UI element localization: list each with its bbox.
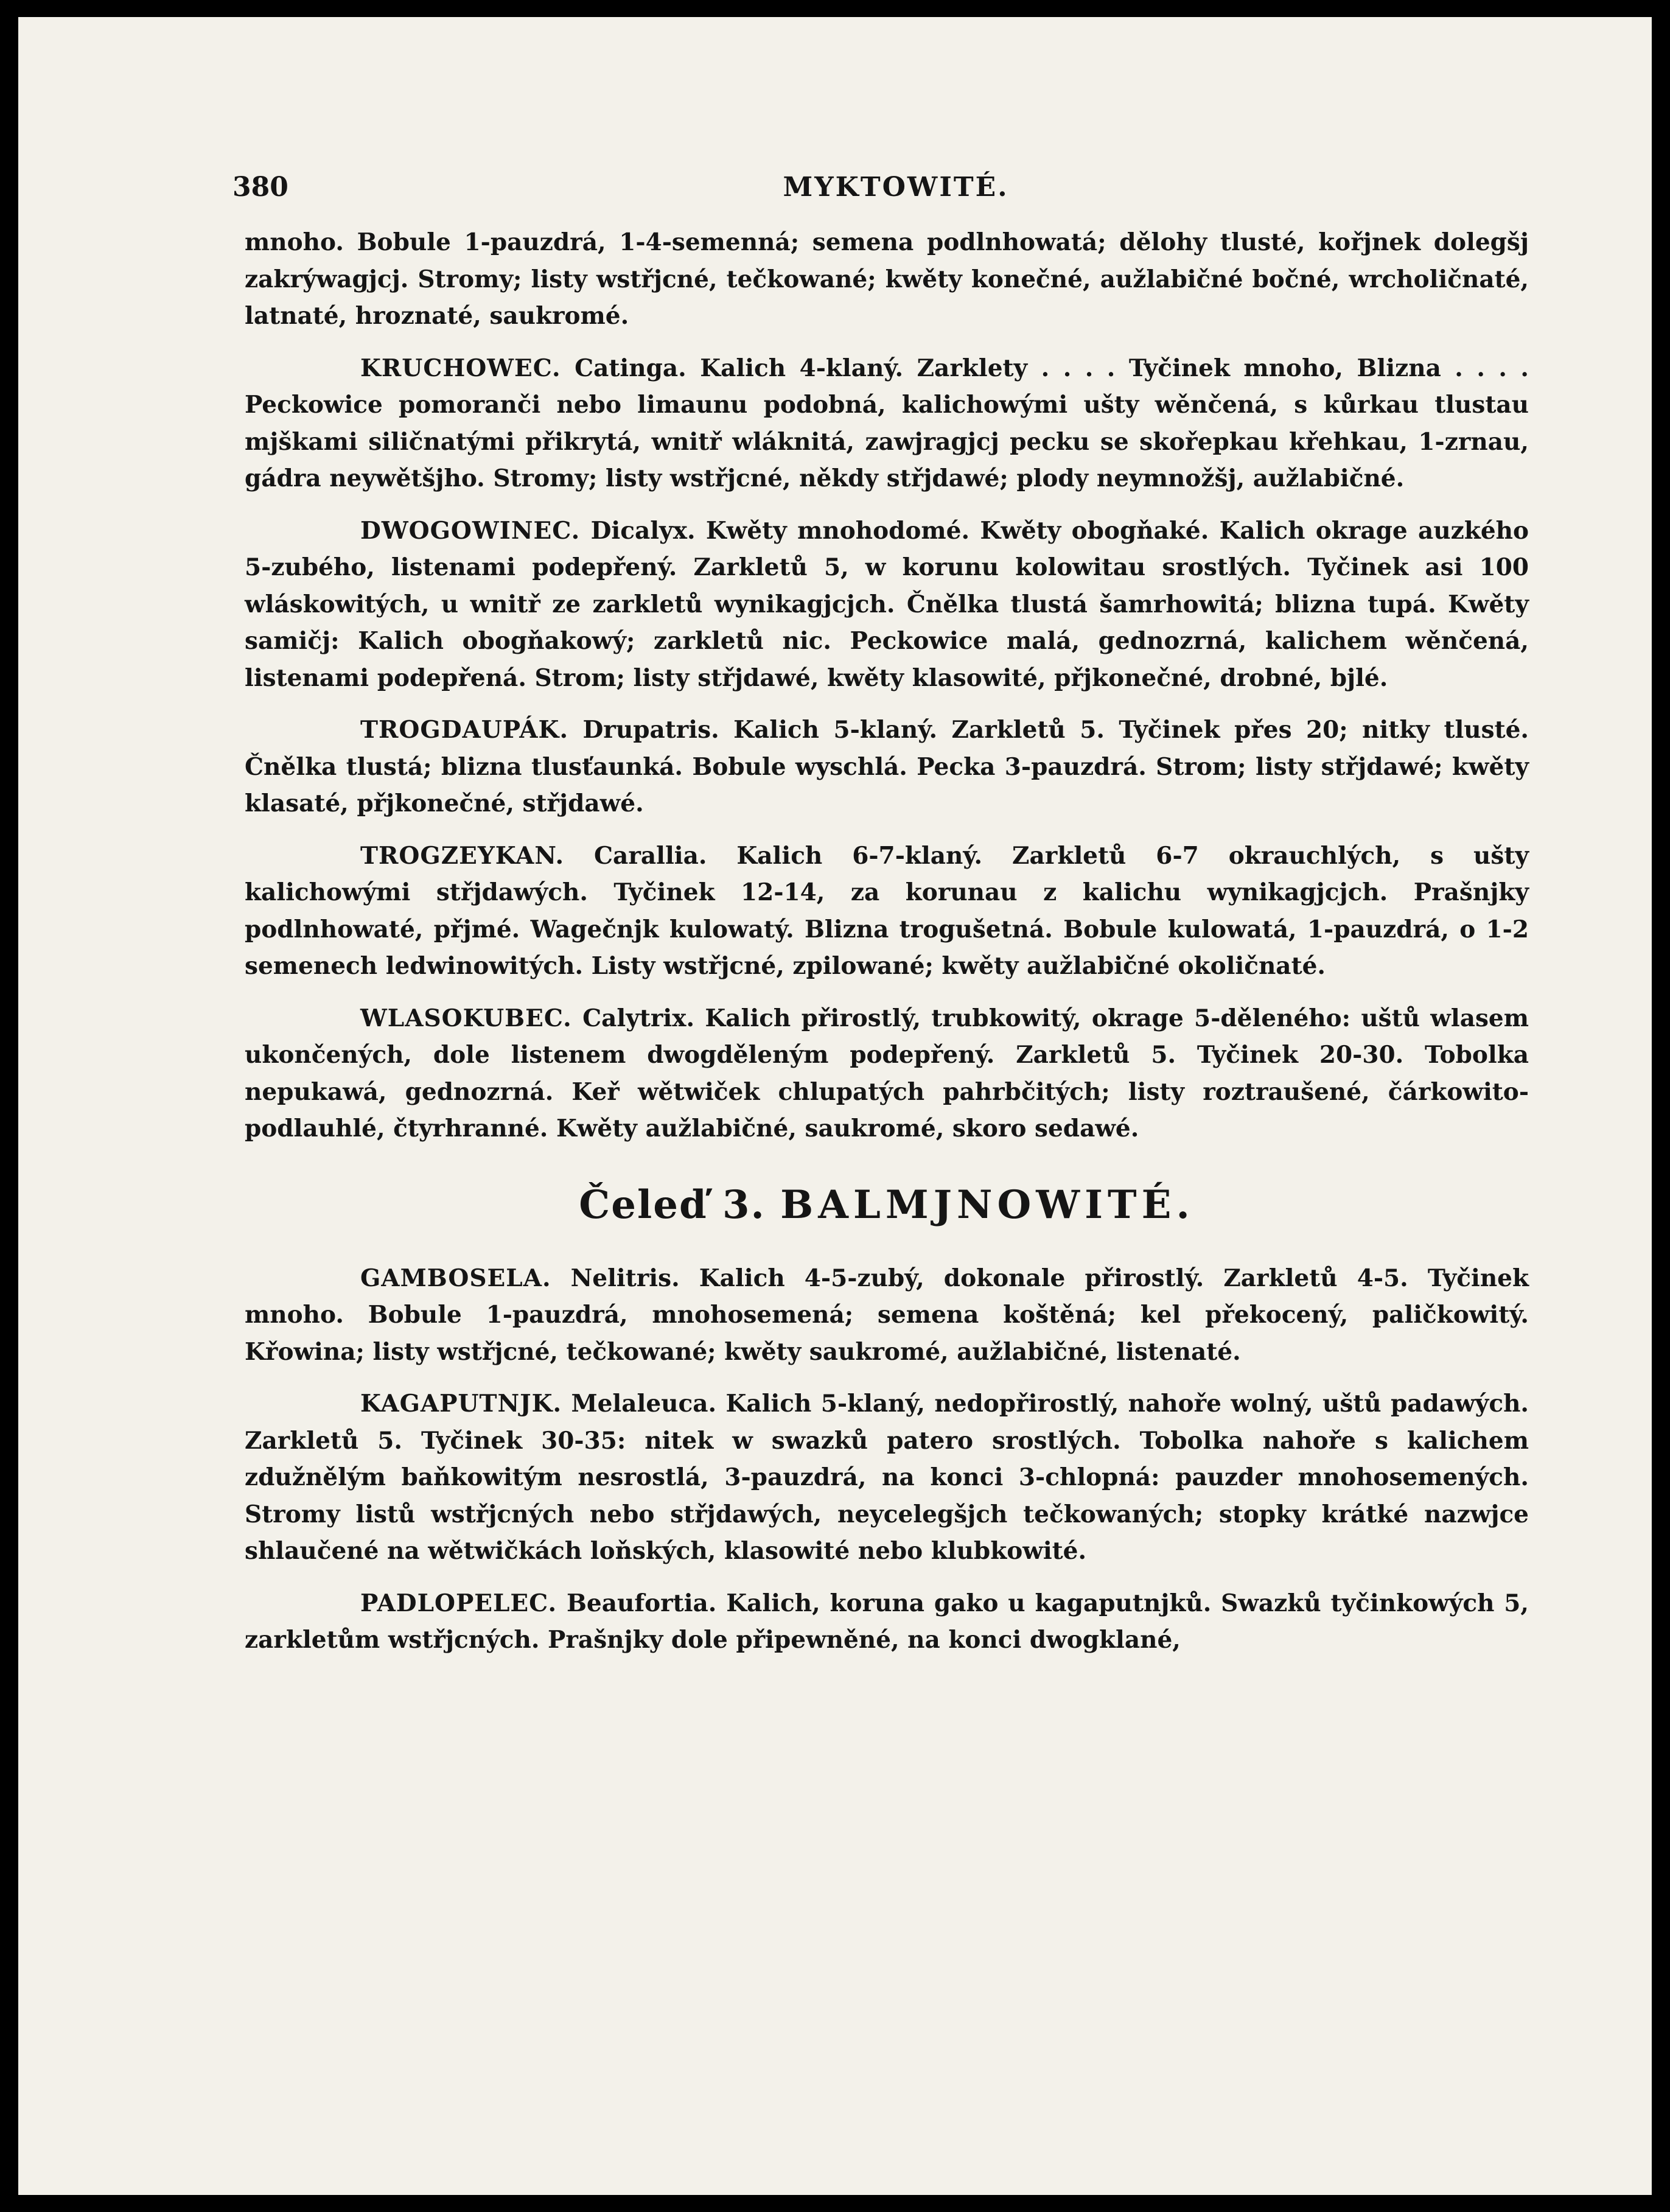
entry-text: Kalich 5-klaný, nedopřirostlý, nahoře wolný, uštů padawých. Zarkletů 5. Tyčinek 30-35: nitek w swazků patero srostlých. Tobolka nahoře s kalichem zdužnělým baňkowitým nesrostlá, 3-pauzdrá, na konci 3-chlopná: pauzder mnohosemených. Stromy listů wstřjcných nebo střjdawých, neycelegšjch tečkowaných; stopky krátké nazwjce shlaučené na wětwičkách loňských, klasowité nebo klubkowité. (245, 1390, 1529, 1565)
entry-continuation (245, 224, 1529, 335)
entry-kruchowec (245, 350, 1529, 497)
page-body (245, 224, 1529, 1674)
genus-name: TROGDAUPÁK. (360, 716, 569, 744)
page-number: 380 (232, 172, 288, 203)
scanned-page (18, 17, 1652, 2195)
entry-text: Kalich 6-7-klaný. Zarkletů 6-7 okrauchlých, s ušty kalichowými střjdawých. Tyčinek 12-14, za korunau z kalichu wynikagjcjch. Prašnjky podlnhowaté, přjmé. Wagečnjk kulowatý. Blizna trogušetná. Bobule kulowatá, 1-pauzdrá, o 1-2 semenech ledwinowitých. Listy wstřjcné, zpilowané; kwěty aužlabičné okoličnaté. (245, 841, 1529, 980)
entry-text: mnoho. Bobule 1-pauzdrá, 1-4-semenná; semena podlnhowatá; dělohy tlusté, kořjnek dolegšj zakrýwagjcj. Stromy; listy wstřjcné, tečkowané; kwěty konečné, aužlabičné bočné, wrcholičnaté, latnaté, hroznaté, saukromé. (245, 228, 1529, 330)
genus-name: KRUCHOWEC. (360, 354, 561, 382)
entry-dwogowinec (245, 513, 1529, 697)
genus-name: GAMBOSELA. (360, 1264, 551, 1292)
latin-name: Melaleuca. (571, 1390, 717, 1418)
running-title: MYKTOWITÉ. (783, 172, 1009, 203)
entry-text: Kalich 5-klaný. Zarkletů 5. Tyčinek přes 20; nitky tlusté. Čnělka tlustá; blizna tlusťaunká. Bobule wyschlá. Pecka 3-pauzdrá. Strom; listy střjdawé; kwěty klasaté, přjkonečné, střjdawé. (245, 716, 1529, 817)
latin-name: Dicalyx. (590, 516, 696, 545)
entry-gambosela (245, 1260, 1529, 1371)
genus-name: WLASOKUBEC. (360, 1004, 572, 1032)
entry-trogzeykan (245, 838, 1529, 985)
latin-name: Drupatris. (582, 716, 719, 744)
latin-name: Nelitris. (570, 1264, 680, 1292)
page-header (232, 163, 1559, 218)
entry-text: Kalich, koruna gako u kagaputnjků. Swazků tyčinkowých 5, zarkletům wstřjcných. Prašnjky dole připewněné, na konci dwogklané, (245, 1589, 1529, 1654)
entry-padlopelec (245, 1585, 1529, 1659)
genus-name: TROGZEYKAN. (360, 841, 565, 870)
entry-kagaputnjk (245, 1385, 1529, 1570)
genus-name: KAGAPUTNJK. (360, 1390, 562, 1418)
latin-name: Catinga. (575, 354, 687, 382)
entry-text: Kwěty mnohodomé. Kwěty obogňaké. Kalich okrage auzkého 5-zubého, listenami podepřený. Zarkletů 5, w korunu kolowitau srostlých. Tyčinek asi 100 wláskowitých, u wnitř ze zarkletů wynikagjcjch. Čnělka tlustá šamrhowitá; blizna tupá. Kwěty samičj: Kalich obogňakowý; zarkletů nic. Peckowice malá, gednozrná, kalichem wěnčená, listenami podepřená. Strom; listy střjdawé, kwěty klasowité, přjkonečné, drobné, bjlé. (245, 516, 1529, 692)
entry-trogdaupak (245, 712, 1529, 822)
family-heading-prefix: Čeleď 3. (579, 1181, 766, 1228)
entry-text: Kalich 4-klaný. Zarklety . . . . Tyčinek mnoho, Blizna . . . . Peckowice pomoranči nebo limaunu podobná, kalichowými ušty wěnčená, s kůrkau tlustau mjškami siličnatými přikrytá, wnitř wláknitá, zawjragjcj pecku se skořepkau křehkau, 1-zrnau, gádra neywětšjho. Stromy; listy wstřjcné, někdy střjdawé; plody neymnožšj, aužlabičné. (245, 354, 1529, 492)
family-heading-name: BALMJNOWITÉ. (780, 1181, 1195, 1228)
genus-name: PADLOPELEC. (360, 1589, 557, 1617)
entry-wlasokubec (245, 1000, 1529, 1147)
latin-name: Beaufortia. (566, 1589, 717, 1617)
family-heading (245, 1178, 1529, 1233)
latin-name: Calytrix. (582, 1004, 695, 1032)
entry-text: Kalich 4-5-zubý, dokonale přirostlý. Zarkletů 4-5. Tyčinek mnoho. Bobule 1-pauzdrá, mnohosemená; semena koštěná; kel překocený, paličkowitý. Křowina; listy wstřjcné, tečkowané; kwěty saukromé, aužlabičné, listenaté. (245, 1264, 1529, 1366)
latin-name: Carallia. (594, 841, 707, 870)
entry-text: Kalich přirostlý, trubkowitý, okrage 5-děleného: uštů wlasem ukončených, dole listenem dwogděleným podepřený. Zarkletů 5. Tyčinek 20-30. Tobolka nepukawá, gednozrná. Keř wětwiček chlupatých pahrbčitých; listy roztraušené, čárkowito-podlauhlé, čtyrhranné. Kwěty aužlabičné, saukromé, skoro sedawé. (245, 1004, 1529, 1143)
genus-name: DWOGOWINEC. (360, 516, 581, 545)
